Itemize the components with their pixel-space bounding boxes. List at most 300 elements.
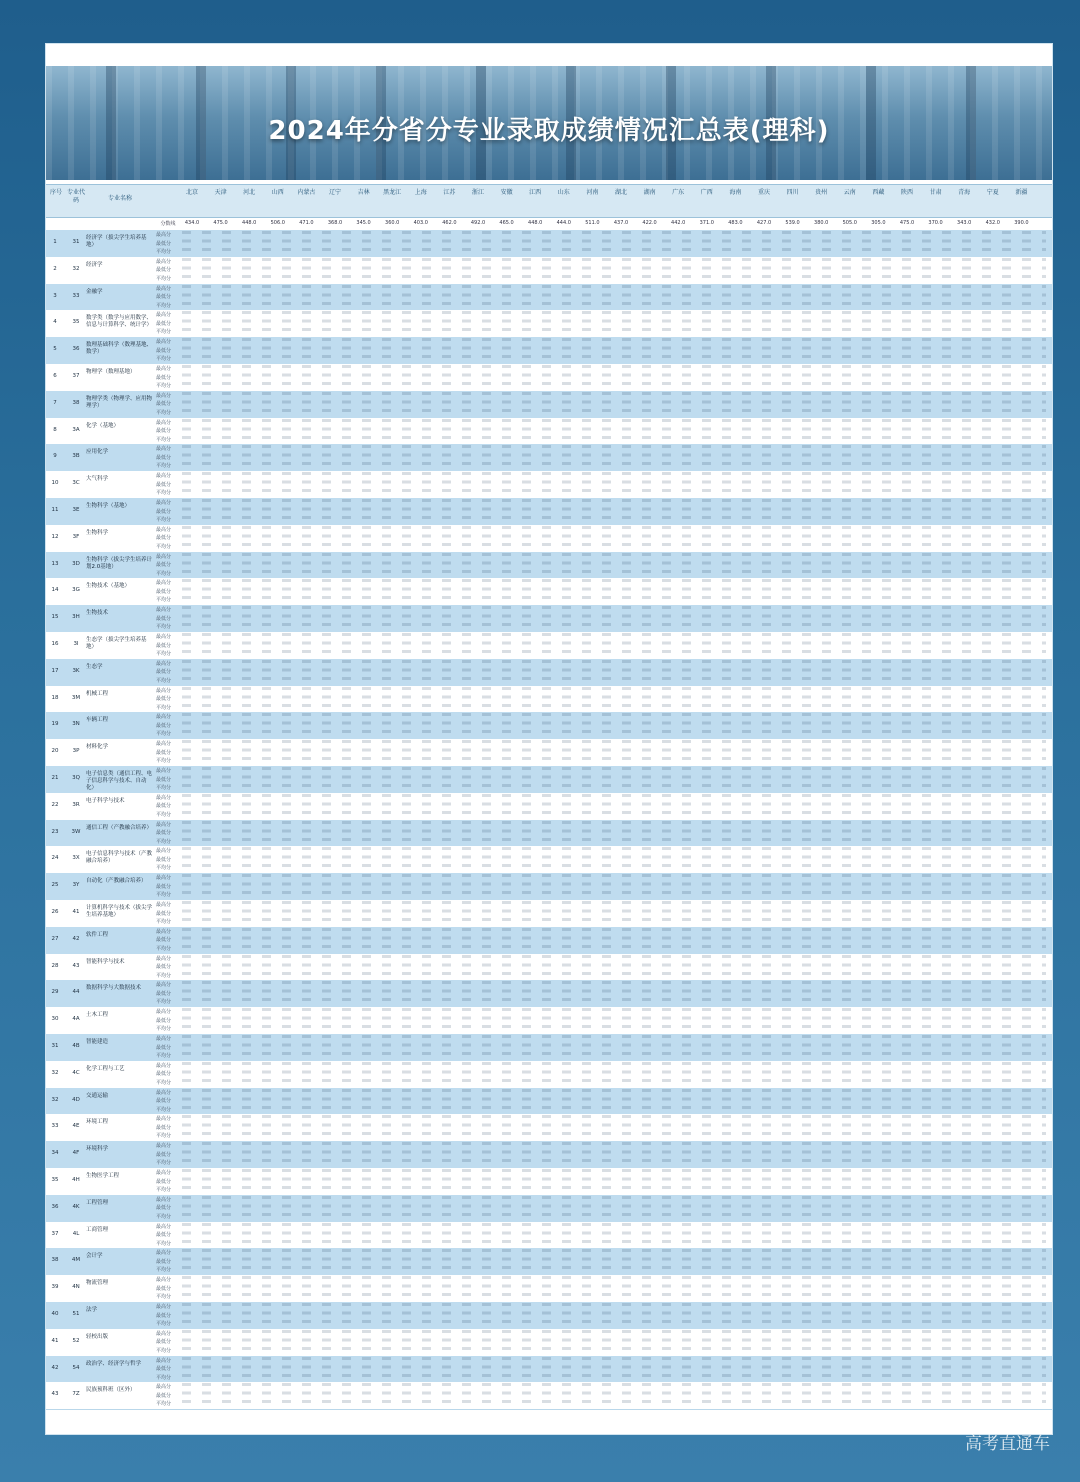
score-kind-label: 最低分 <box>156 856 172 863</box>
row-score-kinds <box>156 687 178 713</box>
row-code: 31 <box>72 239 80 245</box>
score-line-value: 427.0 <box>756 220 772 226</box>
table-row <box>46 686 1052 714</box>
score-kind-label: 最低分 <box>156 830 172 837</box>
score-kind-label: 最低分 <box>156 1151 172 1158</box>
row-major-name: 化学（基地） <box>86 422 120 429</box>
row-code: 4C <box>72 1069 80 1076</box>
score-kind-label: 最低分 <box>156 267 172 274</box>
row-seq: 2 <box>53 265 57 272</box>
score-kind-label: 最低分 <box>156 294 172 301</box>
score-kind-label: 平均分 <box>156 463 172 470</box>
score-kind-label: 最低分 <box>156 669 172 676</box>
table-row <box>46 632 1052 660</box>
table-row <box>46 659 1052 687</box>
score-kind-label: 平均分 <box>156 1374 172 1381</box>
score-line-value: 305.0 <box>871 220 886 226</box>
row-score-kinds <box>156 740 178 766</box>
row-seq: 34 <box>51 1150 59 1157</box>
table-row <box>46 1195 1052 1223</box>
row-score-values <box>182 579 1046 604</box>
score-kind-label: 平均分 <box>156 758 172 765</box>
score-line-value: 360.0 <box>385 220 400 226</box>
row-major-name: 化学工程与工艺 <box>86 1065 125 1072</box>
score-kind-label: 平均分 <box>156 785 172 791</box>
score-kind-label: 最高分 <box>156 875 172 882</box>
row-score-kinds <box>156 338 178 364</box>
row-score-values <box>182 687 1046 712</box>
row-major-name: 物理学（数理基地） <box>86 369 136 375</box>
row-code: 3X <box>72 855 80 862</box>
row-seq: 42 <box>51 1364 59 1371</box>
score-line-value: 422.0 <box>642 220 657 226</box>
score-kind-label: 平均分 <box>156 811 172 818</box>
row-code: 3C <box>72 480 80 487</box>
row-score-kinds <box>156 606 178 632</box>
score-line-value: 539.0 <box>785 220 800 226</box>
score-kind-label: 最高分 <box>156 607 172 614</box>
header-province: 四川 <box>786 189 799 196</box>
score-kind-label: 最低分 <box>156 1178 172 1185</box>
score-kind-label: 最高分 <box>156 1116 172 1123</box>
score-kind-label: 平均分 <box>156 651 172 657</box>
header-province: 浙江 <box>471 189 484 196</box>
table-row <box>46 257 1052 285</box>
row-major-name: 金融学 <box>86 288 103 295</box>
row-major-name: 民族预科班（区外） <box>86 1387 136 1394</box>
row-seq: 5 <box>53 346 57 353</box>
score-line-value: 483.0 <box>728 220 743 226</box>
score-kind-label: 最高分 <box>156 232 172 238</box>
score-kind-label: 最高分 <box>156 500 172 506</box>
row-code: 3G <box>72 587 80 594</box>
row-major-name: 机械工程 <box>86 690 109 697</box>
score-kind-label: 平均分 <box>156 1079 172 1086</box>
row-score-kinds <box>156 713 178 739</box>
row-seq: 36 <box>51 1203 59 1210</box>
score-kind-label: 平均分 <box>156 1213 172 1220</box>
row-score-values <box>182 1115 1046 1140</box>
row-score-values <box>182 981 1046 1006</box>
row-code: 4F <box>72 1150 80 1157</box>
row-seq: 29 <box>51 989 59 996</box>
score-kind-label: 平均分 <box>156 329 172 336</box>
row-score-kinds <box>156 311 178 337</box>
score-kind-label: 最高分 <box>156 285 172 292</box>
header-province: 宁夏 <box>986 189 999 196</box>
score-kind-label: 平均分 <box>156 838 172 845</box>
row-code: 3Y <box>72 882 80 889</box>
row-code: 52 <box>72 1337 80 1344</box>
row-major-name: 生物科学（基地） <box>86 503 131 509</box>
header-province: 安徽 <box>500 189 513 196</box>
row-major-name: 车辆工程 <box>86 717 109 724</box>
table-row <box>46 284 1052 312</box>
row-score-kinds <box>156 1249 178 1275</box>
score-line-value: 434.0 <box>184 220 200 226</box>
row-score-values <box>182 445 1046 470</box>
score-kind-label: 平均分 <box>156 972 172 979</box>
table-row <box>46 1329 1052 1357</box>
score-kind-label: 最高分 <box>156 526 172 533</box>
row-seq: 15 <box>51 614 59 621</box>
row-score-values <box>182 1062 1046 1087</box>
row-score-kinds <box>156 794 178 820</box>
row-seq: 6 <box>53 373 57 379</box>
row-code: 35 <box>72 319 80 326</box>
score-kind-label: 最高分 <box>156 1089 172 1096</box>
score-kind-label: 最低分 <box>156 1258 172 1265</box>
header-province: 河南 <box>586 189 599 196</box>
row-score-values <box>182 419 1046 444</box>
row-score-kinds <box>156 821 178 847</box>
table-row <box>46 1248 1052 1276</box>
header-province: 山西 <box>271 189 284 196</box>
table-header <box>46 184 1052 218</box>
row-major-name: 电子科学与技术 <box>86 797 125 804</box>
score-kind-label: 最高分 <box>156 794 172 801</box>
row-seq: 33 <box>51 1123 59 1130</box>
score-kind-label: 平均分 <box>156 865 172 872</box>
score-line-value: 448.0 <box>242 220 257 226</box>
row-score-values <box>182 311 1046 336</box>
row-code: 51 <box>72 1311 80 1317</box>
row-code: 3W <box>71 828 81 835</box>
score-line-value: 371.0 <box>699 220 714 226</box>
row-code: 3B <box>72 453 80 460</box>
row-major-name: 智能科学与技术 <box>86 958 125 965</box>
header-province: 广西 <box>700 189 713 196</box>
row-major-name: 数学类（数学与应用数学、信息与计算科学、统计学） <box>86 315 153 329</box>
row-code: 54 <box>72 1364 80 1371</box>
row-code: 4M <box>71 1257 81 1264</box>
header-province: 黑龙江 <box>383 189 402 196</box>
score-line-value: 432.0 <box>985 220 1000 226</box>
row-seq: 11 <box>51 507 59 513</box>
score-kind-label: 最高分 <box>156 1036 172 1042</box>
row-major-name: 应用化学 <box>86 449 109 456</box>
score-kind-label: 最低分 <box>156 454 172 461</box>
score-line-value: 475.0 <box>213 220 228 226</box>
row-major-name: 自动化（产教融合培养） <box>86 878 147 885</box>
row-score-values <box>182 1169 1046 1194</box>
row-score-kinds <box>156 874 178 900</box>
row-major-name: 电子信息类（通信工程、电子信息科学与技术、自动化） <box>86 771 153 791</box>
row-score-kinds <box>156 526 178 552</box>
score-kind-label: 平均分 <box>156 1401 172 1408</box>
score-line-value: 511.0 <box>585 220 600 226</box>
table-row <box>46 1034 1052 1062</box>
row-major-name: 经济学 <box>86 261 103 268</box>
score-kind-label: 最低分 <box>156 696 172 703</box>
row-major-name: 计算机科学与技术（拔尖学生培养基地） <box>86 905 153 918</box>
row-score-kinds <box>156 472 178 498</box>
row-score-kinds <box>156 1276 178 1302</box>
score-kind-label: 平均分 <box>156 919 172 925</box>
score-kind-label: 最高分 <box>156 419 172 426</box>
row-score-values <box>182 1276 1046 1301</box>
score-kind-label: 平均分 <box>156 490 172 497</box>
row-score-kinds <box>156 1383 178 1409</box>
row-major-name: 生物技术（基地） <box>86 583 131 590</box>
row-score-kinds <box>156 1089 178 1115</box>
row-major-name: 生态学（拔尖学生培养基地） <box>86 637 147 650</box>
row-code: 3K <box>72 667 80 674</box>
row-seq: 27 <box>51 935 59 942</box>
score-kind-label: 最高分 <box>156 1357 172 1364</box>
table-row <box>46 1222 1052 1250</box>
header-province: 西藏 <box>872 189 885 196</box>
header-province: 甘肃 <box>929 189 942 196</box>
row-major-name: 交通运输 <box>86 1092 109 1099</box>
page-title: 2024年分省分专业录取成绩情况汇总表(理科) <box>268 116 830 146</box>
row-score-kinds <box>156 767 178 793</box>
score-sheet <box>46 44 1052 1434</box>
score-kind-label: 最高分 <box>156 392 172 399</box>
score-line-value: 448.0 <box>528 220 543 226</box>
row-major-name: 生物科学 <box>86 529 109 536</box>
table-row <box>46 1007 1052 1035</box>
score-kind-label: 最低分 <box>156 535 172 542</box>
table-row <box>46 1088 1052 1116</box>
row-score-values <box>182 955 1046 980</box>
row-seq: 19 <box>51 721 59 728</box>
row-seq: 9 <box>53 453 57 460</box>
table-row <box>46 471 1052 499</box>
row-major-name: 轻校出版 <box>86 1333 109 1340</box>
score-kind-label: 平均分 <box>156 249 172 255</box>
table-row <box>46 954 1052 982</box>
row-score-values <box>182 794 1046 819</box>
table-row <box>46 1114 1052 1142</box>
row-score-values <box>182 928 1046 953</box>
row-code: 4E <box>72 1123 80 1130</box>
header-seq: 序号 <box>49 189 62 196</box>
score-kind-label: 最高分 <box>156 1277 172 1284</box>
score-kind-label: 最低分 <box>156 1044 172 1051</box>
row-score-values <box>182 285 1046 310</box>
row-code: 43 <box>72 962 80 969</box>
row-score-kinds <box>156 1008 178 1034</box>
row-major-name: 通信工程（产教融合培养） <box>86 824 153 831</box>
row-code: 44 <box>72 989 80 996</box>
row-seq: 38 <box>51 1257 59 1264</box>
table-row <box>46 444 1052 472</box>
row-seq: 16 <box>51 641 59 647</box>
score-line-value: 444.0 <box>556 220 571 226</box>
score-kind-label: 最低分 <box>156 1071 172 1078</box>
row-score-values <box>182 1196 1046 1221</box>
score-kind-label: 最低分 <box>156 428 172 435</box>
row-score-values <box>182 1142 1046 1167</box>
row-seq: 39 <box>51 1284 59 1291</box>
score-kind-label: 平均分 <box>156 704 172 711</box>
row-code: 33 <box>72 292 80 299</box>
row-score-values <box>182 1330 1046 1355</box>
header-province: 青海 <box>958 189 971 196</box>
row-code: 41 <box>72 909 80 915</box>
score-kind-label: 最低分 <box>156 1339 172 1346</box>
row-code: 7Z <box>72 1391 80 1398</box>
score-kind-label: 最低分 <box>156 588 172 595</box>
score-kind-label: 最高分 <box>156 768 172 774</box>
score-line-value: 465.0 <box>499 220 514 226</box>
table-row <box>46 498 1052 526</box>
score-line-value: 403.0 <box>413 220 428 226</box>
score-kind-label: 最低分 <box>156 883 172 890</box>
row-code: 4N <box>72 1284 80 1291</box>
row-seq: 17 <box>51 667 59 674</box>
row-seq: 41 <box>51 1337 59 1344</box>
score-kind-label: 最低分 <box>156 749 172 756</box>
row-score-values <box>182 526 1046 551</box>
header-province: 云南 <box>843 189 856 196</box>
score-kind-label: 最高分 <box>156 446 172 453</box>
score-kind-label: 平均分 <box>156 1160 172 1167</box>
table-row <box>46 525 1052 553</box>
table-row <box>46 793 1052 821</box>
row-seq: 3 <box>53 292 57 299</box>
header-province: 内蒙古 <box>297 189 316 196</box>
score-kind-label: 平均分 <box>156 1053 172 1059</box>
score-kind-label: 最高分 <box>156 1143 172 1150</box>
row-score-values <box>182 258 1046 283</box>
header-province: 山东 <box>557 189 570 196</box>
score-kind-label: 最高分 <box>156 1223 172 1230</box>
row-seq: 32 <box>51 1069 59 1076</box>
table-row <box>46 552 1052 580</box>
row-score-values <box>182 1357 1046 1382</box>
row-score-kinds <box>156 633 178 659</box>
row-score-values <box>182 847 1046 872</box>
score-kind-label: 最高分 <box>156 687 172 694</box>
row-major-name: 法学 <box>86 1307 98 1313</box>
table-row <box>46 1168 1052 1196</box>
header-province: 北京 <box>185 189 198 196</box>
score-line-value: 475.0 <box>899 220 915 226</box>
row-score-kinds <box>156 1142 178 1168</box>
score-kind-label: 最低分 <box>156 615 172 622</box>
score-kind-label: 最低分 <box>156 347 172 354</box>
score-line-value: 343.0 <box>957 220 972 226</box>
row-major-name: 生物技术 <box>86 610 109 617</box>
score-line-label: 分数线 <box>160 221 176 227</box>
header-code: 专业代码 <box>66 189 85 204</box>
score-kind-label: 最低分 <box>156 642 172 649</box>
score-line-value: 437.0 <box>613 220 629 226</box>
row-score-kinds <box>156 1330 178 1356</box>
row-code: 37 <box>72 373 80 379</box>
row-score-values <box>182 1035 1046 1060</box>
table-row <box>46 418 1052 446</box>
row-code: 3D <box>72 560 80 567</box>
row-major-name: 会计学 <box>86 1253 103 1260</box>
score-kind-label: 最低分 <box>156 562 172 569</box>
row-code: 32 <box>72 265 80 272</box>
row-seq: 12 <box>51 533 59 540</box>
score-kind-label: 平均分 <box>156 1321 172 1327</box>
row-code: 3Q <box>72 775 80 781</box>
row-score-kinds <box>156 258 178 284</box>
score-kind-label: 最高分 <box>156 928 172 935</box>
row-seq: 37 <box>51 1230 59 1237</box>
score-kind-label: 平均分 <box>156 1240 172 1247</box>
score-kind-label: 平均分 <box>156 677 172 684</box>
header-province: 贵州 <box>815 189 828 196</box>
table-row <box>46 1141 1052 1169</box>
row-code: 4D <box>72 1096 80 1103</box>
row-seq: 21 <box>51 775 59 781</box>
row-score-kinds <box>156 1169 178 1195</box>
score-kind-label: 最高分 <box>156 741 172 748</box>
row-seq: 40 <box>51 1311 59 1317</box>
row-code: 3A <box>72 426 80 433</box>
table-row <box>46 391 1052 419</box>
row-score-kinds <box>156 1357 178 1383</box>
header-province: 吉林 <box>357 189 370 196</box>
row-major-name: 数据科学与大数据技术 <box>86 985 142 992</box>
table-row <box>46 1382 1052 1410</box>
header-province: 湖南 <box>643 189 656 196</box>
score-kind-label: 最低分 <box>156 481 172 488</box>
row-seq: 25 <box>51 882 59 889</box>
table-row <box>46 1302 1052 1330</box>
score-kind-label: 最高分 <box>156 366 172 372</box>
row-score-values <box>182 472 1046 497</box>
row-score-values <box>182 365 1046 390</box>
score-line-value: 390.0 <box>1014 220 1029 226</box>
row-seq: 31 <box>51 1043 59 1049</box>
row-major-name: 工商管理 <box>86 1226 109 1233</box>
row-seq: 35 <box>51 1177 59 1183</box>
row-score-values <box>182 231 1046 256</box>
row-score-values <box>182 1089 1046 1114</box>
score-kind-label: 最高分 <box>156 1009 172 1016</box>
row-seq: 14 <box>51 587 59 594</box>
row-seq: 28 <box>51 962 59 969</box>
score-kind-label: 最高分 <box>156 1250 172 1257</box>
table-row <box>46 980 1052 1008</box>
score-kind-label: 平均分 <box>156 1187 172 1193</box>
score-kind-label: 最高分 <box>156 1330 172 1337</box>
score-line-value: 368.0 <box>327 220 343 226</box>
row-score-values <box>182 901 1046 926</box>
row-major-name: 环境工程 <box>86 1119 109 1126</box>
score-kind-label: 最高分 <box>156 1384 172 1391</box>
score-kind-label: 最低分 <box>156 964 172 971</box>
row-score-values <box>182 553 1046 578</box>
row-score-kinds <box>156 231 178 257</box>
score-line-value: 345.0 <box>356 220 371 226</box>
row-score-values <box>182 740 1046 765</box>
row-score-kinds <box>156 419 178 445</box>
score-kind-label: 最低分 <box>156 1205 172 1212</box>
row-major-name: 大气科学 <box>86 476 109 483</box>
header-province: 上海 <box>414 189 427 196</box>
row-score-values <box>182 767 1046 792</box>
row-major-name: 政治学、经济学与哲学 <box>86 1360 142 1367</box>
row-score-kinds <box>156 847 178 873</box>
score-kind-label: 最高分 <box>156 580 172 587</box>
score-line-value: 471.0 <box>299 220 314 226</box>
score-line-value: 380.0 <box>814 220 829 226</box>
row-score-kinds <box>156 445 178 471</box>
score-kind-label: 最高分 <box>156 553 172 560</box>
header-province: 河北 <box>243 189 256 196</box>
row-score-kinds <box>156 1062 178 1088</box>
score-kind-label: 平均分 <box>156 409 172 416</box>
table-row <box>46 364 1052 392</box>
